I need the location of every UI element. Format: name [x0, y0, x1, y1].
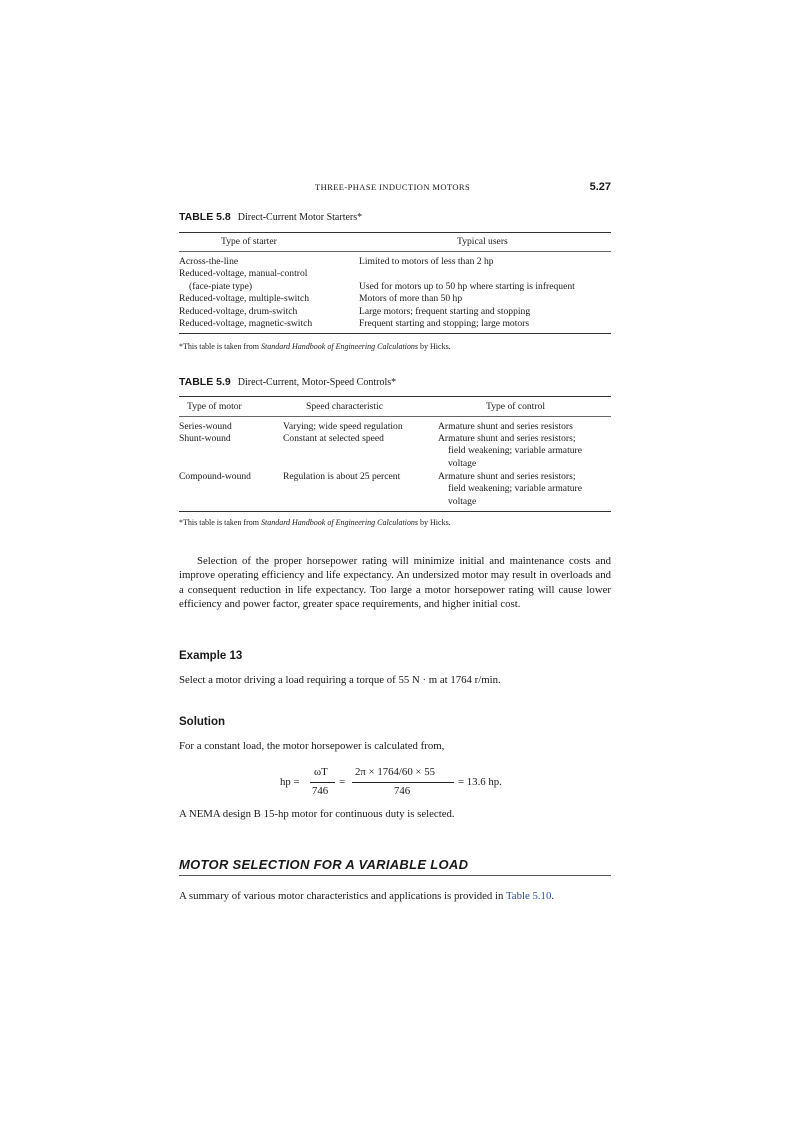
- example-text: Select a motor driving a load requiring a torque of 55 N · m at 1764 r/min.: [179, 674, 501, 686]
- table-cell: Constant at selected speed: [283, 433, 384, 444]
- section-heading: MOTOR SELECTION FOR A VARIABLE LOAD: [179, 857, 469, 872]
- fraction-denominator: 746: [312, 785, 329, 797]
- solution-heading: Solution: [179, 716, 225, 728]
- table-cell: Armature shunt and series resistors;: [438, 433, 576, 444]
- column-header: Type of motor: [187, 401, 242, 412]
- running-title: THREE-PHASE INDUCTION MOTORS: [315, 182, 471, 192]
- section-text: A summary of various motor characteristics and applications is provided in Table 5.10.: [179, 890, 555, 902]
- table-5-10-link[interactable]: Table 5.10: [505, 890, 552, 902]
- column-header: Type of control: [486, 401, 546, 412]
- table-cell: field weakening; variable armature: [448, 445, 582, 456]
- table-footnote: *This table is taken from Standard Handbook of Engineering Calculations by Hicks.: [179, 342, 451, 351]
- table-cell: Armature shunt and series resistors: [438, 421, 573, 432]
- table-header-rule: [179, 416, 611, 417]
- table-cell: Series-wound: [179, 421, 232, 432]
- table-cell: Shunt-wound: [179, 433, 231, 444]
- body-paragraph: [179, 554, 611, 611]
- table-5-8: [179, 211, 611, 351]
- table-cell: field weakening; variable armature: [448, 483, 582, 494]
- table-cell: Compound-wound: [179, 471, 251, 482]
- table-cell: Large motors; frequent starting and stopping: [359, 306, 531, 317]
- table-title: Direct-Current Motor Starters*: [237, 212, 363, 223]
- table-cell: Reduced-voltage, drum-switch: [179, 306, 298, 317]
- table-bottom-rule: [179, 511, 611, 512]
- table-footnote: *This table is taken from Standard Handbook of Engineering Calculations by Hicks.: [179, 518, 451, 527]
- table-top-rule: [179, 396, 611, 397]
- solution-conclusion: A NEMA design B 15-hp motor for continuous duty is selected.: [179, 808, 455, 820]
- example-heading: Example 13: [179, 650, 243, 662]
- section-rule: [179, 875, 611, 876]
- fraction-numerator: ωT: [314, 766, 328, 778]
- fraction-denominator: 746: [394, 785, 411, 797]
- table-cell: Regulation is about 25 percent: [283, 471, 401, 482]
- table-title: Direct-Current, Motor-Speed Controls*: [237, 377, 397, 388]
- table-cell: Across-the-line: [179, 256, 239, 267]
- table-caption: [179, 211, 611, 223]
- column-header: Typical users: [457, 236, 508, 247]
- paragraph-text: Selection of the proper horsepower rating will minimize initial and maintenance costs and improve operating efficiency and life expectancy. An undersized motor may result in overloads and a consequent reduction in life expectancy. Too large a motor horsepower rating will cause lower efficiency and power factor, greater space requirements, and higher initial cost.: [179, 555, 611, 610]
- table-caption: [179, 376, 611, 388]
- table-cell: Limited to motors of less than 2 hp: [359, 256, 494, 267]
- table-number: TABLE 5.9: [179, 376, 231, 388]
- table-cell: Reduced-voltage, magnetic-switch: [179, 318, 313, 329]
- table-cell: Frequent starting and stopping; large motors: [359, 318, 530, 329]
- table-cell: Varying; wide speed regulation: [283, 421, 403, 432]
- table-cell: Used for motors up to 50 hp where starting is infrequent: [359, 281, 575, 292]
- table-cell: (face-piate type): [189, 281, 253, 292]
- table-header-rule: [179, 251, 611, 252]
- table-cell: Reduced-voltage, manual-control: [179, 268, 308, 279]
- column-header: Type of starter: [221, 236, 277, 247]
- page-number: 5.27: [589, 181, 611, 193]
- table-bottom-rule: [179, 333, 611, 334]
- column-header: Speed characteristic: [306, 401, 383, 412]
- table-5-9: [179, 376, 611, 527]
- solution-intro: For a constant load, the motor horsepower is calculated from,: [179, 740, 445, 752]
- table-cell: voltage: [448, 458, 477, 469]
- table-cell: Armature shunt and series resistors;: [438, 471, 576, 482]
- equation-result: = 13.6 hp.: [458, 776, 502, 788]
- table-cell: voltage: [448, 496, 477, 507]
- table-cell: Reduced-voltage, multiple-switch: [179, 293, 310, 304]
- running-head: [179, 182, 611, 196]
- table-cell: Motors of more than 50 hp: [359, 293, 463, 304]
- equation-lhs: hp =: [280, 776, 300, 788]
- fraction-numerator: 2π × 1764/60 × 55: [355, 766, 436, 778]
- fraction-bar: [352, 782, 454, 783]
- table-top-rule: [179, 232, 611, 233]
- table-number: TABLE 5.8: [179, 211, 231, 223]
- equals-sign: =: [339, 776, 346, 788]
- horsepower-equation: [280, 762, 530, 802]
- fraction-bar: [310, 782, 335, 783]
